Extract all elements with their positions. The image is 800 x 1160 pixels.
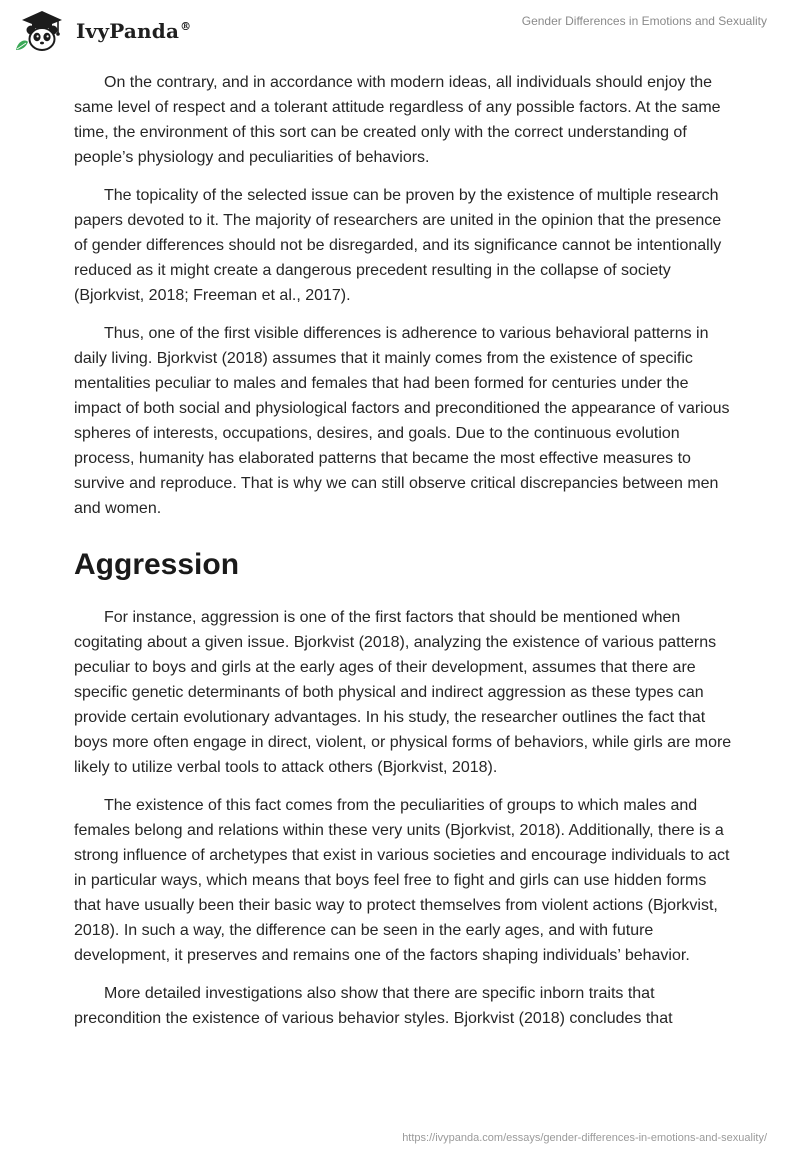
essay-content bbox=[74, 70, 734, 1044]
paragraph: Thus, one of the first visible differences is adherence to various behavioral patterns in daily living. Bjorkvist (2018) assumes that it mainly comes from the existence of specific mentalities peculiar to males and females that had been formed for centuries under the impact of both social and physiological factors and preconditioned the appearance of various spheres of interests, occupations, desires, and goals. Due to the continuous evolution process, humanity has elaborated patterns that became the most effective measures to survive and reproduce. That is why we can still observe critical discrepancies between men and women. bbox=[74, 325, 730, 517]
ivypanda-logo[interactable] bbox=[12, 6, 191, 56]
brand-name: IvyPanda® bbox=[76, 19, 192, 43]
source-url[interactable]: https://ivypanda.com/essays/gender-differences-in-emotions-and-sexuality/ bbox=[402, 1132, 767, 1144]
paragraph: The topicality of the selected issue can be proven by the existence of multiple research papers devoted to it. The majority of researchers are united in the opinion that the presence of gender differences should not be disregarded, and its significance cannot be intentionally reduced as it might create a dangerous precedent resulting in the collapse of society (Bjorkvist, 2018; Freeman et al., 2017). bbox=[74, 187, 722, 304]
paragraph: For instance, aggression is one of the first factors that should be mentioned when cogitating about a given issue. Bjorkvist (2018), analyzing the existence of various patterns peculiar to boys and girls at the early ages of their development, assumes that there are specific genetic determinants of both physical and indirect aggression as these types can provide certain evolutionary advantages. In his study, the researcher outlines the fact that boys more often engage in direct, violent, or physical forms of behaviors, while girls are more likely to utilize verbal tools to attack others (Bjorkvist, 2018). bbox=[74, 609, 732, 776]
graduation-panda-icon bbox=[12, 6, 74, 56]
paragraph: The existence of this fact comes from the peculiarities of groups to which males and females belong and relations within these very units (Bjorkvist, 2018). Additionally, there is a strong influence of archetypes that exist in various societies and encourage individuals to act in particular ways, which means that boys feel free to fight and girls can use hidden forms that have usually been their basic way to protect themselves from violent actions (Bjorkvist, 2018). In such a way, the difference can be seen in the early ages, and with future development, it preserves and remains one of the factors shaping individuals’ behavior. bbox=[74, 797, 730, 964]
page-header bbox=[0, 0, 800, 60]
paragraph: More detailed investigations also show that there are specific inborn traits that precondition the existence of various behavior styles. Bjorkvist (2018) concludes that bbox=[74, 985, 673, 1027]
paragraph: On the contrary, and in accordance with modern ideas, all individuals should enjoy the same level of respect and a tolerant attitude regardless of any possible factors. At the same time, the environment of this sort can be created only with the correct understanding of people’s physiology and peculiarities of behaviors. bbox=[74, 74, 721, 166]
section-heading: Aggression bbox=[74, 548, 240, 581]
registered-mark: ® bbox=[180, 20, 192, 34]
document-title: Gender Differences in Emotions and Sexuality bbox=[521, 14, 767, 28]
